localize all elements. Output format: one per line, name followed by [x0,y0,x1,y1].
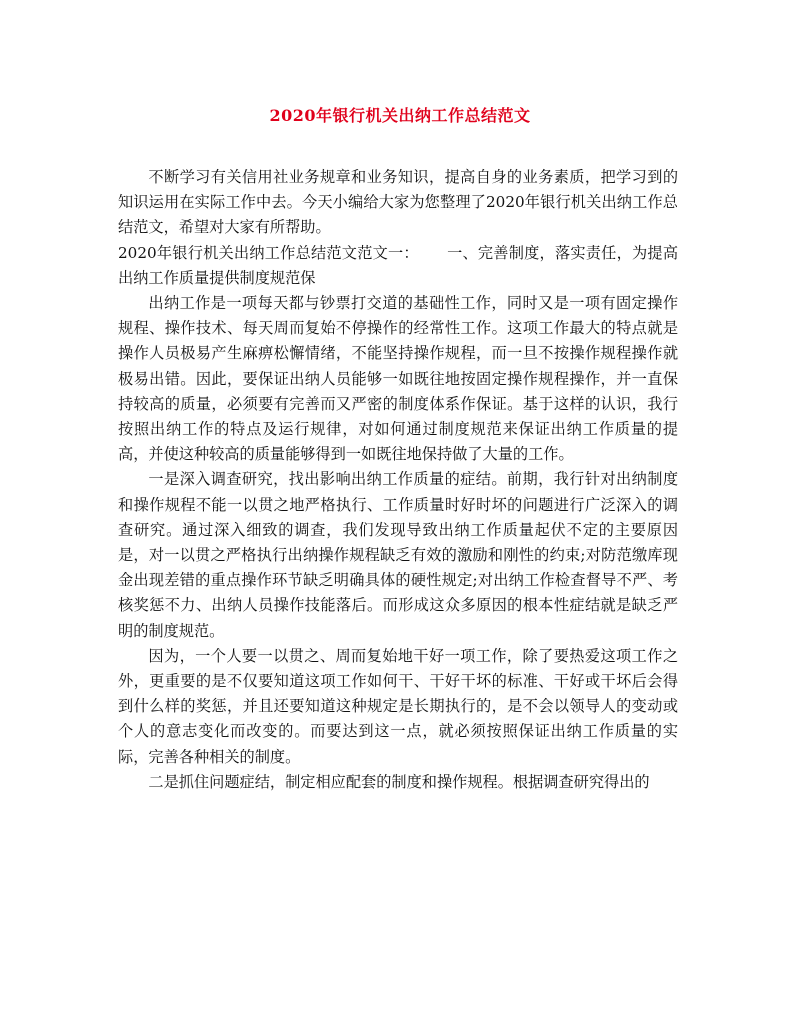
section-heading-text: 一、完善制度，落实责任，为提高出纳工作质量提供制度规范保 [118,243,679,287]
body-paragraph: 二是抓住问题症结，制定相应配套的制度和操作规程。根据调查研究得出的 [148,772,650,791]
body-paragraph: 因为，一个人要一以贯之、周而复始地干好一项工作，除了要热爱这项工作之外，更重要的是不仅要知道这项工作如何干、干好干坏的标准、干好或干坏后会得到什么样的奖惩，并且还要知道这种规定是长期执行的，是不会以领导人的变动或个人的意志变化而改变的。而要达到这一点，就必须按照保证出纳工作质量的实际，完善各种相关的制度。 [118,646,678,766]
body-paragraph: 一是深入调查研究，找出影响出纳工作质量的症结。前期，我行针对出纳制度和操作规程不能一以贯之地严格执行、工作质量时好时坏的问题进行广泛深入的调查研究。通过深入细致的调查，我们发现导致出纳工作质量起伏不定的主要原因是，对一以贯之严格执行出纳操作规程缺乏有效的激励和刚性的约束;对防范缴库现金出现差错的重点操作环节缺乏明确具体的硬性规定;对出纳工作检查督导不严、考核奖惩不力、出纳人员操作技能落后。而形成这众多原因的根本性症结就是缺乏严明的制度规范。 [118,470,678,640]
section-heading [118,241,678,291]
intro-paragraph: 不断学习有关信用社业务规章和业务知识，提高自身的业务素质，把学习到的知识运用在实际工作中去。今天小编给大家为您整理了2020年银行机关出纳工作总结范文，希望对大家有所帮助。 [118,168,678,237]
document-title: 2020年银行机关出纳工作总结范文 [269,106,531,125]
document-body [118,165,678,795]
body-paragraph: 出纳工作是一项每天都与钞票打交道的基础性工作，同时又是一项有固定操作规程、操作技术、每天周而复始不停操作的经常性工作。这项工作最大的特点就是操作人员极易产生麻痹松懈情绪，不能坚持操作规程，而一旦不按操作规程操作就极易出错。因此，要保证出纳人员能够一如既往地按固定操作规程操作，并一直保持较高的质量，必须要有完善而又严密的制度体系作保证。基于这样的认识，我行按照出纳工作的特点及运行规律，对如何通过制度规范来保证出纳工作质量的提高，并使这种较高的质量能够得到一如既往地保持做了大量的工作。 [118,294,678,464]
section-heading-label: 2020年银行机关出纳工作总结范文范文一： [118,243,419,262]
